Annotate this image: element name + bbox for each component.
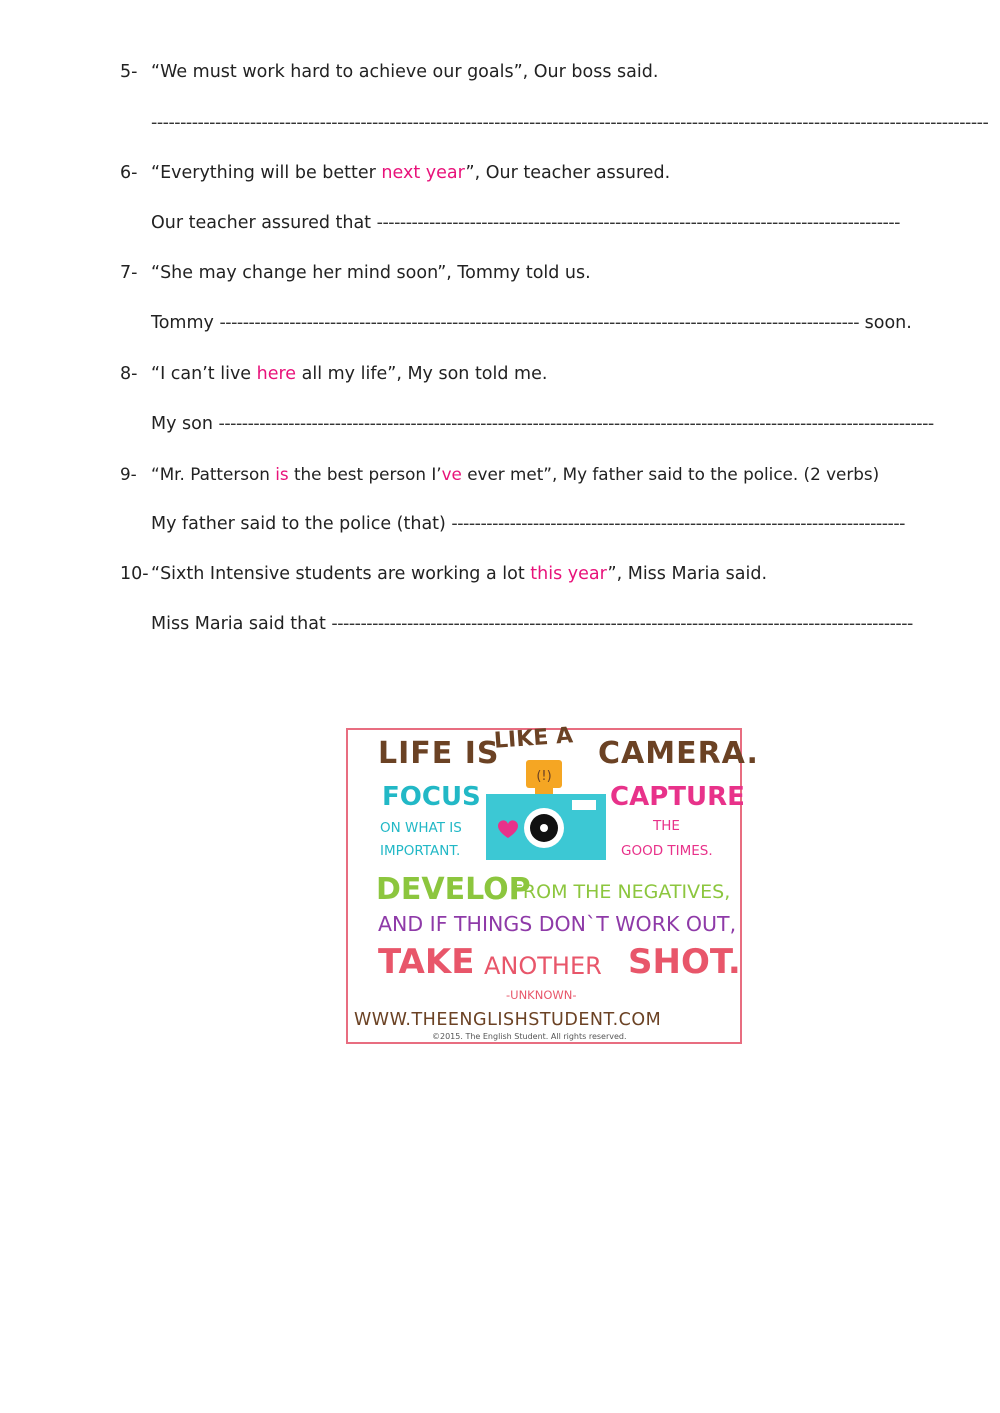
poster-life-is: LIFE IS [378,736,500,771]
item-number: 7- [120,263,138,283]
poster-copyright: ©2015. The English Student. All rights reserved. [432,1032,627,1041]
answer-blank[interactable]: ------------------------------------------------------------------------------ [451,514,905,534]
answer-blank[interactable]: -------------------------------------------------------------------------------------------------------------- [219,313,860,333]
item-number: 8- [120,364,138,384]
item-number: 6- [120,163,138,183]
highlighted-word: here [256,364,297,384]
item-number: 5- [120,62,138,82]
answer-blank[interactable]: --------------------------------------------------------------------------------------------------------------------------- [218,414,934,434]
answer-blank[interactable]: ------------------------------------------------------------------------------------------ [376,213,900,233]
answer-blank[interactable]: ------------------------------------------------------------------------------------------------------------------------------------------------ [151,113,989,133]
answer-prefix: Tommy [151,313,220,333]
item-number: 9- [120,464,137,484]
poster-take: TAKE [378,942,475,982]
poster-url: WWW.THEENGLISHSTUDENT.COM [354,1010,662,1030]
poster-if-things: AND IF THINGS DON`T WORK OUT, [378,912,737,936]
highlighted-word: this year [530,564,608,584]
camera-flash-text: (!) [536,769,552,784]
answer-prefix: Our teacher assured that [151,213,377,233]
poster-capture-sub2: GOOD TIMES. [621,843,713,859]
answer-suffix: soon. [859,313,912,333]
poster-another: ANOTHER [484,952,602,980]
answer-prefix: My son [151,414,219,434]
poster-capture: CAPTURE [610,782,745,812]
poster-develop: DEVELOP [376,872,531,907]
answer-blank[interactable]: ---------------------------------------------------------------------------------------------------- [331,614,913,634]
poster-focus-sub1: ON WHAT IS [380,820,462,836]
question-text: “I can’t live here all my life”, My son told me. [151,364,548,384]
highlighted-word: is [275,464,289,484]
highlighted-word: ve [441,464,462,484]
camera-icon [484,756,608,862]
poster-shot: SHOT. [628,942,741,982]
question-text: “Everything will be better next year”, Our teacher assured. [151,163,671,183]
poster-capture-sub1: THE [653,818,680,834]
highlighted-word: next year [381,163,466,183]
answer-prefix: My father said to the police (that) [151,514,452,534]
poster-like-a: LIKE A [493,723,574,754]
question-text: “Mr. Patterson is the best person I’ve ever met”, My father said to the police. (2 verbs) [151,464,880,484]
answer-prefix: Miss Maria said that [151,614,332,634]
poster-focus: FOCUS [382,782,481,812]
question-text: “She may change her mind soon”, Tommy told us. [151,263,591,283]
poster-camera: CAMERA. [598,736,759,771]
item-number: 10- [120,564,149,584]
question-text: “We must work hard to achieve our goals”, Our boss said. [151,62,659,82]
poster-develop-rest: FROM THE NEGATIVES, [512,881,731,903]
poster-focus-sub2: IMPORTANT. [380,843,461,859]
quote-poster [346,723,759,1044]
question-text: “Sixth Intensive students are working a lot this year”, Miss Maria said. [151,564,768,584]
poster-author: -UNKNOWN- [506,988,577,1002]
